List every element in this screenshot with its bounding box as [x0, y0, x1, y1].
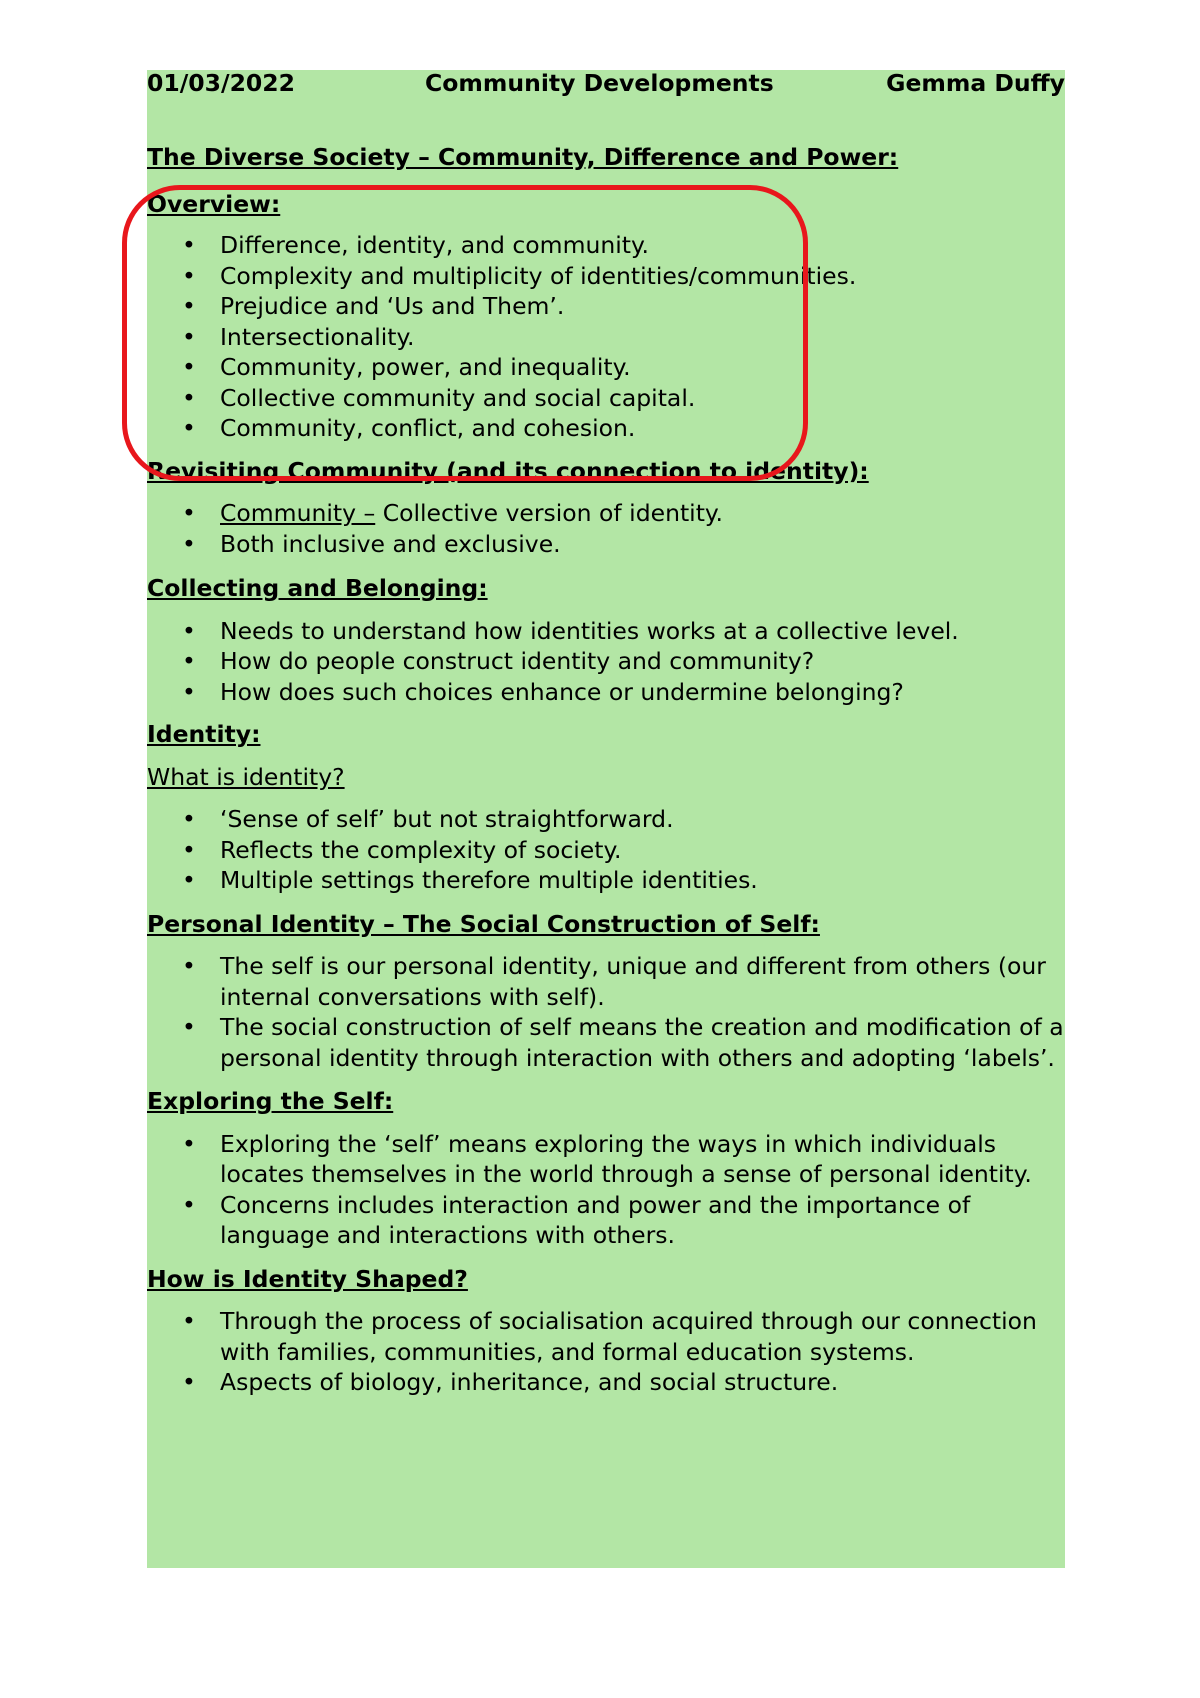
list-item: • Collective community and social capital.	[147, 383, 1077, 414]
list-item: • How does such choices enhance or undermine belonging?	[147, 677, 1077, 708]
list-item: • Both inclusive and exclusive.	[147, 529, 1077, 560]
exploring-heading: Exploring the Self:	[147, 1087, 394, 1115]
list-item: • Difference, identity, and community.	[147, 230, 1077, 261]
header-date: 01/03/2022	[147, 69, 295, 97]
list-item: • The self is our personal identity, unique and different from others (our internal conversations with self).	[147, 951, 1077, 1012]
shaped-list	[147, 1306, 1077, 1398]
list-item: • Community, power, and inequality.	[147, 352, 1077, 383]
identity-list	[147, 804, 1077, 896]
community-term: Community –	[220, 499, 376, 527]
collecting-heading: Collecting and Belonging:	[147, 574, 488, 602]
document-header	[147, 68, 1077, 98]
identity-subheading: What is identity?	[147, 762, 345, 791]
list-item: • Aspects of biology, inheritance, and social structure.	[147, 1367, 1077, 1398]
list-item: • Exploring the ‘self’ means exploring the ways in which individuals locates themselves in the world through a sense of personal identity.	[147, 1129, 1077, 1190]
header-author: Gemma Duffy	[886, 69, 1065, 97]
list-item: • Reflects the complexity of society.	[147, 835, 1077, 866]
list-item: • Prejudice and ‘Us and Them’.	[147, 291, 1077, 322]
overview-highlight-outline	[122, 185, 808, 481]
list-item: • Needs to understand how identities works at a collective level.	[147, 616, 1077, 647]
overview-heading: Overview:	[147, 189, 281, 218]
community-definition: Collective version of identity.	[375, 499, 723, 527]
list-item: • Intersectionality.	[147, 322, 1077, 353]
personal-list	[147, 951, 1077, 1073]
personal-heading: Personal Identity – The Social Construction of Self:	[147, 909, 820, 938]
exploring-list	[147, 1129, 1077, 1251]
list-item: • Concerns includes interaction and power and the importance of language and interactions with others.	[147, 1190, 1077, 1251]
revisiting-heading: Revisiting Community (and its connection to identity):	[147, 456, 869, 485]
list-item: • ‘Sense of self’ but not straightforward.	[147, 804, 1077, 835]
list-item: • Through the process of socialisation acquired through our connection with families, communities, and formal education systems.	[147, 1306, 1077, 1367]
list-item: • Complexity and multiplicity of identities/communities.	[147, 261, 1077, 292]
revisiting-list	[147, 498, 1077, 559]
shaped-heading: How is Identity Shaped?	[147, 1264, 468, 1293]
list-item: • Multiple settings therefore multiple identities.	[147, 865, 1077, 896]
list-item: • Community, conflict, and cohesion.	[147, 413, 1077, 444]
list-item: • The social construction of self means the creation and modification of a personal identity through interaction with others and adopting ‘labels’.	[147, 1012, 1077, 1073]
main-title: The Diverse Society – Community, Difference and Power:	[147, 143, 899, 171]
list-item	[147, 498, 1077, 529]
header-title: Community Developments	[425, 69, 774, 97]
collecting-list	[147, 616, 1077, 708]
list-item: • How do people construct identity and community?	[147, 646, 1077, 677]
identity-heading: Identity:	[147, 720, 261, 748]
